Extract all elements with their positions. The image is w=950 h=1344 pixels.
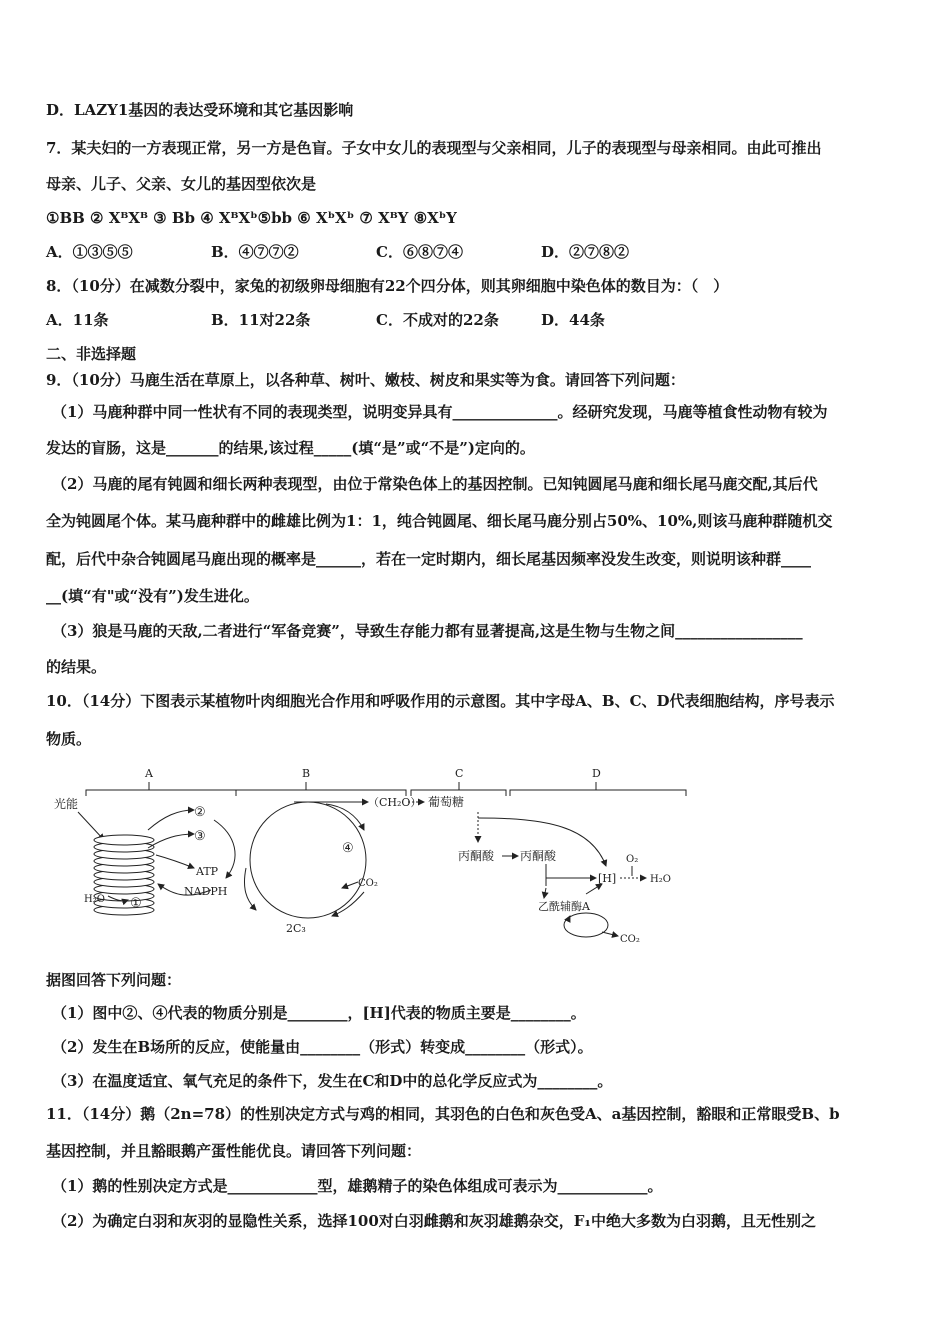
label-b: B xyxy=(302,767,311,780)
q9-p2-line1: （2）马鹿的尾有钝圆和细长两种表现型，由位于常染色体上的基因控制。已知钝圆尾马鹿和细长尾马鹿交配,其后代 xyxy=(52,475,818,493)
q10-sub1: （1）图中②、④代表的物质分别是________，[H]代表的物质主要是________。 xyxy=(52,1004,586,1022)
co2-out-label: CO₂ xyxy=(620,934,640,945)
q9-stem: 9．（10分）马鹿生活在草原上，以各种草、树叶、嫩枝、树皮和果实等为食。请回答下列问题： xyxy=(46,371,685,389)
acetyl-coa-label: 乙酰辅酶A xyxy=(538,900,590,913)
q9-p1-line2: 发达的盲肠，这是_______的结果,该过程_____(填“是”或“不是”)定向的。 xyxy=(46,439,535,457)
q9-p2-line3: 配，后代中杂合钝圆尾马鹿出现的概率是______，若在一定时期内，细长尾基因频率没发生改变，则说明该种群____ xyxy=(46,550,812,568)
substance-1: ① xyxy=(130,896,142,911)
q8-stem: 8．（10分）在减数分裂中，家兔的初级卵母细胞有22个四分体，则其卵细胞中染色体的数目为：（ ） xyxy=(46,277,729,295)
nadph-label: NADPH xyxy=(184,885,228,898)
h2o-label: H₂O xyxy=(84,894,105,905)
h2o-out-label: H₂O xyxy=(650,874,671,885)
q7-option-d: D．②⑦⑧② xyxy=(541,243,630,261)
q7-stem-line1: 7．某夫妇的一方表现正常，另一方是色盲。子女中女儿的表现型与父亲相同，儿子的表现型与母亲相同。由此可推出 xyxy=(46,139,822,157)
pyruvate-label-2: 丙酮酸 xyxy=(520,849,557,863)
q7-option-c: C．⑥⑧⑦④ xyxy=(376,243,463,261)
q9-p2-line4: __(填“有"或“没有”)发生进化。 xyxy=(46,587,259,605)
q10-sub3: （3）在温度适宜、氧气充足的条件下，发生在C和D中的总化学反应式为________。 xyxy=(52,1072,613,1090)
substance-3: ③ xyxy=(194,829,206,844)
q9-p2-line2: 全为钝圆尾个体。某马鹿种群中的雌雄比例为1：1，纯合钝圆尾、细长尾马鹿分别占50%、10%,则该马鹿种群随机交 xyxy=(46,512,833,530)
q8-options xyxy=(46,310,908,330)
substance-4: ④ xyxy=(342,841,354,856)
q7-options xyxy=(46,242,908,262)
section-heading: 二、非选择题 xyxy=(46,345,137,363)
q8-option-b: B．11对22条 xyxy=(211,311,311,329)
q11-sub2: （2）为确定白羽和灰羽的显隐性关系，选择100对白羽雌鹅和灰羽雄鹅杂交，F₁中绝大多数为白羽鹅，且无性别之 xyxy=(52,1212,816,1230)
q8-option-c: C．不成对的22条 xyxy=(376,311,499,329)
glucose-label: 葡萄糖 xyxy=(428,795,465,809)
q8-option-d: D．44条 xyxy=(541,311,605,329)
o2-label: O₂ xyxy=(626,854,639,865)
label-d: D xyxy=(592,767,601,780)
photosynthesis-respiration-diagram xyxy=(46,760,696,955)
c3-label: 2C₃ xyxy=(286,922,306,935)
label-a: A xyxy=(145,767,153,780)
q10-stem-line1: 10．（14分）下图表示某植物叶肉细胞光合作用和呼吸作用的示意图。其中字母A、B、C、D代表细胞结构，序号表示 xyxy=(46,692,835,710)
substance-2: ② xyxy=(194,805,206,820)
q9-p3-line2: 的结果。 xyxy=(46,658,107,676)
q7-genotypes: ①BB ② XᴮXᴮ ③ Bb ④ XᴮXᵇ⑤bb ⑥ XᵇXᵇ ⑦ XᴮY ⑧XᵇY xyxy=(46,209,457,227)
q9-p3-line1: （3）狼是马鹿的天敌,二者进行“军备竞赛”，导致生存能力都有显著提高,这是生物与生物之间_________________ xyxy=(52,622,803,640)
q11-stem-line2: 基因控制，并且豁眼鹅产蛋性能优良。请回答下列问题： xyxy=(46,1142,422,1160)
light-energy-label: 光能 xyxy=(54,797,79,811)
q7-stem-line2: 母亲、儿子、父亲、女儿的基因型依次是 xyxy=(46,175,317,193)
q11-stem-line1: 11．（14分）鹅（2n=78）的性别决定方式与鸡的相同，其羽色的白色和灰色受A、a基因控制，豁眼和正常眼受B、b xyxy=(46,1105,840,1123)
ch2o-label: （CH₂O） xyxy=(368,796,422,809)
q7-option-b: B．④⑦⑦② xyxy=(211,243,299,261)
q9-p1-line1: （1）马鹿种群中同一性状有不同的表现类型，说明变异具有______________。经研究发现，马鹿等植食性动物有较为 xyxy=(52,403,828,421)
co2-in-label: CO₂ xyxy=(358,878,378,889)
pyruvate-label-1: 丙酮酸 xyxy=(458,849,495,863)
label-c: C xyxy=(455,767,464,780)
q6-option-d: D．LAZY1基因的表达受环境和其它基因影响 xyxy=(46,101,354,119)
q11-sub1: （1）鹅的性别决定方式是____________型，雄鹅精子的染色体组成可表示为____________。 xyxy=(52,1177,663,1195)
nadh-label: [H] xyxy=(598,872,617,885)
q10-answer-intro: 据图回答下列问题： xyxy=(46,971,182,989)
q10-sub2: （2）发生在B场所的反应，使能量由________（形式）转变成________（形式）。 xyxy=(52,1038,593,1056)
q8-option-a: A．11条 xyxy=(46,311,109,329)
q7-option-a: A．①③⑤⑤ xyxy=(46,243,133,261)
section-brackets xyxy=(86,782,686,796)
atp-label: ATP xyxy=(196,865,219,878)
q10-stem-line2: 物质。 xyxy=(46,730,92,748)
